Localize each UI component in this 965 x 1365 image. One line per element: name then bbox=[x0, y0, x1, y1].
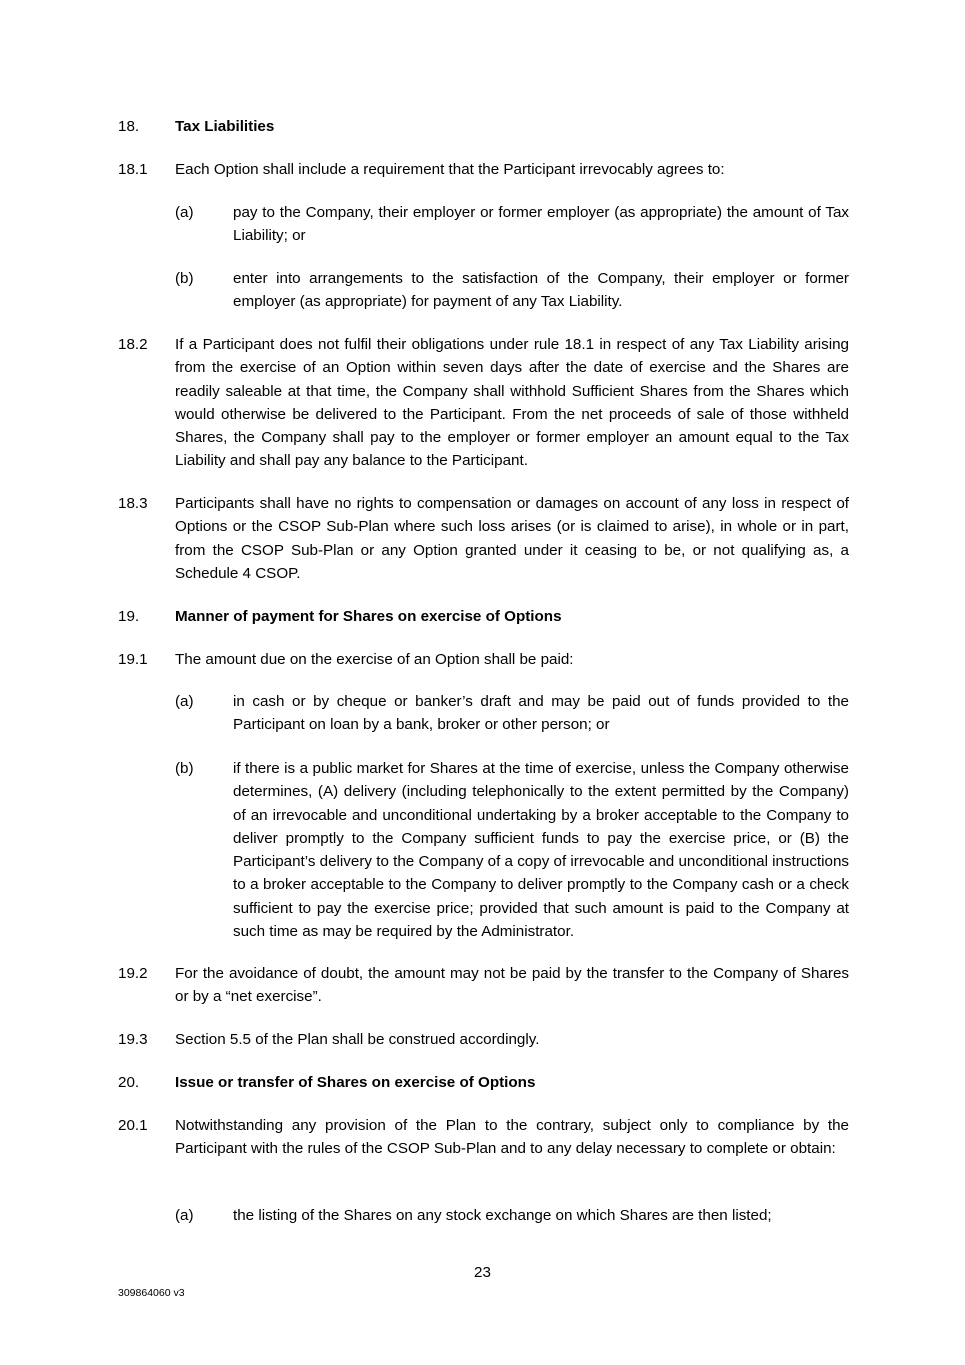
subclause-label: (b) bbox=[175, 270, 194, 287]
subclause-text: enter into arrangements to the satisfaction of the Company, their employer or former employer (as appropriate) for payment of any Tax Liability. bbox=[233, 270, 849, 311]
clause-20-1-a bbox=[118, 1204, 849, 1227]
clause-18-3 bbox=[118, 492, 849, 585]
section-20-heading bbox=[118, 1071, 849, 1094]
section-18-heading bbox=[118, 115, 849, 138]
clause-18-1-a bbox=[118, 201, 849, 248]
section-19-heading bbox=[118, 605, 849, 628]
subclause-text: the listing of the Shares on any stock exchange on which Shares are then listed; bbox=[233, 1207, 772, 1224]
clause-text: Section 5.5 of the Plan shall be construed accordingly. bbox=[175, 1031, 540, 1048]
clause-18-1-b bbox=[118, 267, 849, 314]
subclause-text: if there is a public market for Shares at the time of exercise, unless the Company otherwise determines, (A) delivery (including telephonically to the extent permitted by the Company) of an irrevocable and unconditional undertaking by a broker acceptable to the Company to deliver promptly to the Company sufficient funds to pay the exercise price, or (B) the Participant’s delivery to the Company of a copy of irrevocable and unconditional instructions to a broker acceptable to the Company to deliver promptly to the Company cash or a check sufficient to pay the exercise price; provided that such amount is paid to the Company at such time as may be required by the Administrator. bbox=[233, 760, 849, 941]
clause-number: 18.3 bbox=[118, 495, 148, 512]
subclause-label: (b) bbox=[175, 760, 194, 777]
clause-number: 18.1 bbox=[118, 161, 148, 178]
subclause-text: pay to the Company, their employer or former employer (as appropriate) the amount of Tax Liability; or bbox=[233, 204, 849, 245]
clause-20-1 bbox=[118, 1114, 849, 1161]
section-number: 19. bbox=[118, 608, 140, 625]
section-number: 20. bbox=[118, 1074, 140, 1091]
page-number: 23 bbox=[474, 1264, 491, 1281]
section-title: Tax Liabilities bbox=[175, 118, 275, 135]
clause-19-1-a bbox=[118, 690, 849, 737]
clause-19-1 bbox=[118, 648, 849, 671]
clause-19-3 bbox=[118, 1028, 849, 1051]
clause-text: Each Option shall include a requirement that the Participant irrevocably agrees to: bbox=[175, 161, 725, 178]
subclause-label: (a) bbox=[175, 693, 194, 710]
clause-text: Participants shall have no rights to compensation or damages on account of any loss in respect of Options or the CSOP Sub-Plan where such loss arises (or is claimed to arise), in whole or in part, from the CSOP Sub-Plan or any Option granted under it ceasing to be, or not qualifying as, a Schedule 4 CSOP. bbox=[175, 495, 849, 582]
clause-text: Notwithstanding any provision of the Plan to the contrary, subject only to compliance by the Participant with the rules of the CSOP Sub-Plan and to any delay necessary to complete or obtain: bbox=[175, 1117, 849, 1158]
section-number: 18. bbox=[118, 118, 140, 135]
subclause-text: in cash or by cheque or banker’s draft and may be paid out of funds provided to the Participant on loan by a bank, broker or other person; or bbox=[233, 693, 849, 734]
clause-number: 18.2 bbox=[118, 336, 148, 353]
clause-number: 19.1 bbox=[118, 651, 148, 668]
clause-text: The amount due on the exercise of an Option shall be paid: bbox=[175, 651, 574, 668]
clause-number: 19.2 bbox=[118, 965, 148, 982]
document-reference: 309864060 v3 bbox=[118, 1287, 185, 1299]
clause-text: If a Participant does not fulfil their obligations under rule 18.1 in respect of any Tax Liability arising from the exercise of an Option within seven days after the date of exercise and the Shares are readily saleable at that time, the Company shall withhold Sufficient Shares from the Shares which would otherwise be delivered to the Participant. From the net proceeds of sale of those withheld Shares, the Company shall pay to the employer or former employer an amount equal to the Tax Liability and shall pay any balance to the Participant. bbox=[175, 336, 849, 470]
clause-19-2 bbox=[118, 962, 849, 1009]
clause-18-1 bbox=[118, 158, 849, 181]
clause-19-1-b bbox=[118, 757, 849, 943]
clause-number: 20.1 bbox=[118, 1117, 148, 1134]
subclause-label: (a) bbox=[175, 1207, 194, 1224]
clause-number: 19.3 bbox=[118, 1031, 148, 1048]
clause-18-2 bbox=[118, 333, 849, 473]
subclause-label: (a) bbox=[175, 204, 194, 221]
clause-text: For the avoidance of doubt, the amount may not be paid by the transfer to the Company of Shares or by a “net exercise”. bbox=[175, 965, 849, 1006]
section-title: Issue or transfer of Shares on exercise of Options bbox=[175, 1074, 536, 1091]
section-title: Manner of payment for Shares on exercise of Options bbox=[175, 608, 562, 625]
